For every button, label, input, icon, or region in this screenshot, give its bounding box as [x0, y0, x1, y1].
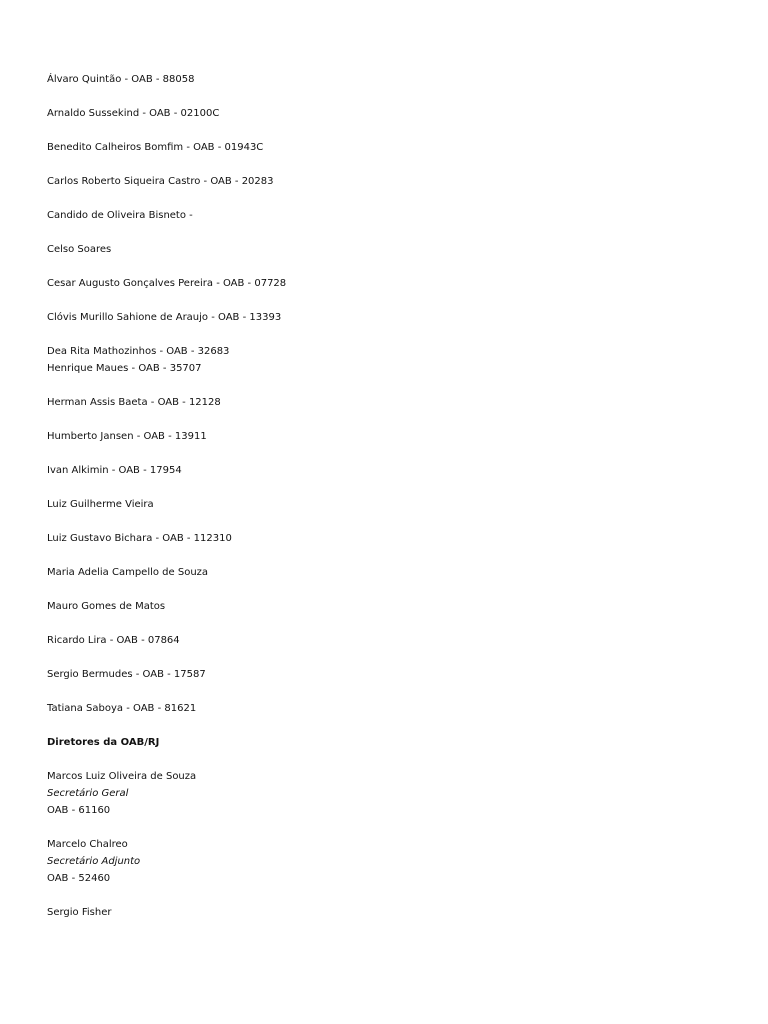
member-line: Ivan Alkimin - OAB - 17954: [47, 465, 182, 476]
member-line: Benedito Calheiros Bomfim - OAB - 01943C: [47, 142, 264, 153]
member-line: Cesar Augusto Gonçalves Pereira - OAB - 07728: [47, 278, 287, 289]
member-line: Candido de Oliveira Bisneto -: [47, 210, 193, 221]
member-line: Tatiana Saboya - OAB - 81621: [47, 703, 197, 714]
director-role: Secretário Geral: [47, 788, 129, 799]
member-line: Carlos Roberto Siqueira Castro - OAB - 20283: [47, 176, 274, 187]
member-line: Mauro Gomes de Matos: [47, 601, 166, 612]
member-line: Álvaro Quintão - OAB - 88058: [47, 74, 195, 85]
member-line: Dea Rita Mathozinhos - OAB - 32683: [47, 346, 230, 357]
member-line: Arnaldo Sussekind - OAB - 02100C: [47, 108, 220, 119]
document-page: [47, 73, 727, 923]
member-line: Luiz Gustavo Bichara - OAB - 112310: [47, 533, 232, 544]
member-line: Ricardo Lira - OAB - 07864: [47, 635, 180, 646]
member-line: Luiz Guilherme Vieira: [47, 499, 154, 510]
member-line: Humberto Jansen - OAB - 13911: [47, 431, 207, 442]
director-name: Sergio Fisher: [47, 907, 112, 918]
member-line: Maria Adelia Campello de Souza: [47, 567, 209, 578]
director-oab: OAB - 61160: [47, 805, 111, 816]
member-line: Henrique Maues - OAB - 35707: [47, 363, 202, 374]
member-line: Sergio Bermudes - OAB - 17587: [47, 669, 206, 680]
director-name: Marcelo Chalreo: [47, 839, 128, 850]
section-heading: Diretores da OAB/RJ: [47, 737, 160, 748]
director-role: Secretário Adjunto: [47, 856, 141, 867]
director-name: Marcos Luiz Oliveira de Souza: [47, 771, 197, 782]
director-oab: OAB - 52460: [47, 873, 111, 884]
member-line: Clóvis Murillo Sahione de Araujo - OAB - 13393: [47, 312, 282, 323]
member-line: Herman Assis Baeta - OAB - 12128: [47, 397, 221, 408]
member-line: Celso Soares: [47, 244, 112, 255]
